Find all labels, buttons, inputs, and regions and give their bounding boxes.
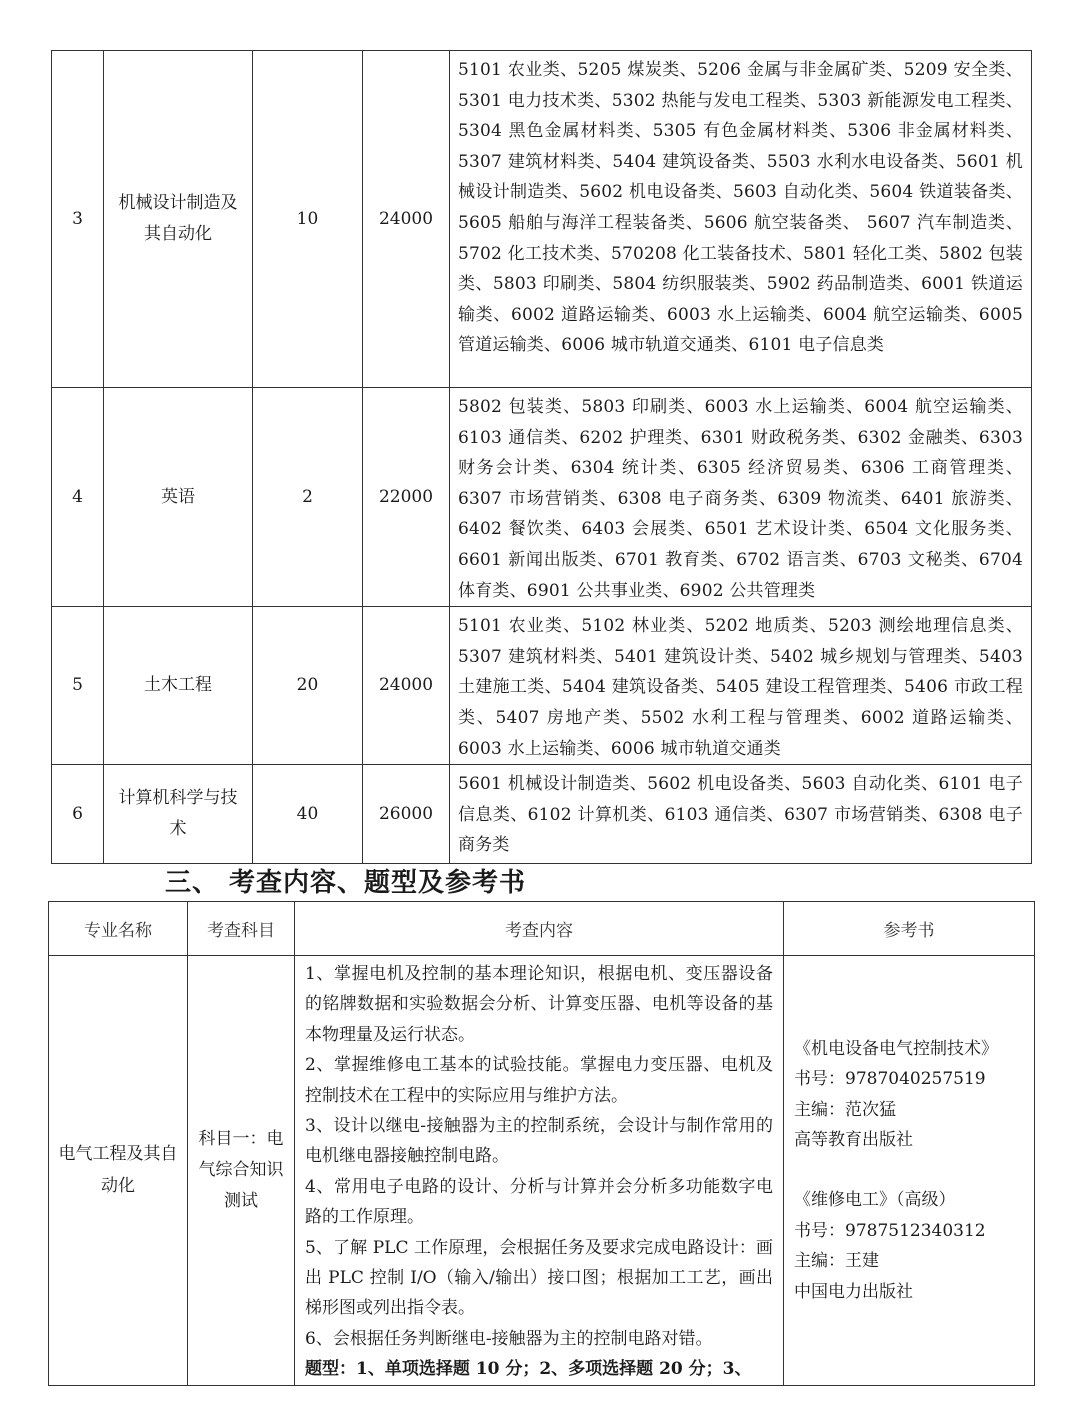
enrollment-quota: 40 <box>253 765 363 864</box>
eligible-majors: 5802 包装类、5803 印刷类、6003 水上运输类、6004 航空运输类、6103 通信类、6202 护理类、6301 财政税务类、6302 金融类、6303 财务会计类、6304 统计类、6305 经济贸易类、6306 工商管理类、6307 市场营销类、6308 电子商务类、6309 物流类、6401 旅游类、6402 餐饮类、6403 会展类、6501 艺术设计类、6504 文化服务类、6601 新闻出版类、6701 教育类、6702 语言类、6703 文秘类、6704 体育类、6901 公共事业类、6902 公共管理类 <box>450 388 1032 607</box>
exam-subject: 科目一：电气综合知识测试 <box>188 956 295 1386</box>
table-row <box>49 956 1035 1386</box>
table-row <box>52 607 1032 765</box>
enrollment-quota: 20 <box>253 607 363 765</box>
header-exam-subject: 考查科目 <box>188 902 295 956</box>
question-types: 题型：1、单项选择题 10 分；2、多项选择题 20 分；3、 <box>305 1359 752 1380</box>
enrollment-plan-table <box>51 50 1032 864</box>
content-item: 5、了解 PLC 工作原理，会根据任务及要求完成电路设计：画出 PLC 控制 I/O（输入/输出）接口图；根据加工工艺，画出梯形图或列出指令表。 <box>305 1237 773 1319</box>
content-item: 2、掌握维修电工基本的试验技能。掌握电力变压器、电机及控制技术在工程中的实际应用与维护方法。 <box>305 1055 773 1106</box>
major-name: 机械设计制造及其自动化 <box>104 51 253 388</box>
book-isbn: 书号：9787040257519 <box>794 1069 986 1090</box>
tuition-fee: 24000 <box>363 51 450 388</box>
table-row <box>52 765 1032 864</box>
reference-book <box>794 1185 1024 1307</box>
content-item: 3、设计以继电-接触器为主的控制系统，会设计与制作常用的电机继电器接触控制电路。 <box>305 1116 773 1167</box>
table-row <box>52 51 1032 388</box>
major-name: 计算机科学与技术 <box>104 765 253 864</box>
eligible-majors: 5101 农业类、5102 林业类、5202 地质类、5203 测绘地理信息类、5307 建筑材料类、5401 建筑设计类、5402 城乡规划与管理类、5403 土建施工类、5404 建筑设备类、5405 建设工程管理类、5406 市政工程类、5407 房地产类、5502 水利工程与管理类、6002 道路运输类、6003 水上运输类、6006 城市轨道交通类 <box>450 607 1032 765</box>
book-editor: 主编：王建 <box>794 1251 879 1272</box>
row-number: 4 <box>52 388 104 607</box>
major-name: 电气工程及其自动化 <box>49 956 188 1386</box>
enrollment-quota: 2 <box>253 388 363 607</box>
header-reference-books: 参考书 <box>784 902 1035 956</box>
eligible-majors: 5601 机械设计制造类、5602 机电设备类、5603 自动化类、6101 电子信息类、6102 计算机类、6103 通信类、6307 市场营销类、6308 电子商务类 <box>450 765 1032 864</box>
exam-content <box>295 956 784 1386</box>
row-number: 5 <box>52 607 104 765</box>
header-major-name: 专业名称 <box>49 902 188 956</box>
eligible-majors: 5101 农业类、5205 煤炭类、5206 金属与非金属矿类、5209 安全类、5301 电力技术类、5302 热能与发电工程类、5303 新能源发电工程类、5304 黑色金属材料类、5305 有色金属材料类、5306 非金属材料类、5307 建筑材料类、5404 建筑设备类、5503 水利水电设备类、5601 机械设计制造类、5602 机电设备类、5603 自动化类、5604 铁道装备类、5605 船舶与海洋工程装备类、5606 航空装备类、 5607 汽车制造类、5702 化工技术类、570208 化工装备技术、5801 轻化工类、5802 包装类、5803 印刷类、5804 纺织服装类、5902 药品制造类、6001 铁道运输类、6002 道路运输类、6003 水上运输类、6004 航空运输类、6005 管道运输类、6006 城市轨道交通类、6101 电子信息类 <box>450 51 1032 388</box>
book-publisher: 高等教育出版社 <box>794 1129 913 1150</box>
reference-book <box>794 1034 1024 1156</box>
table-row <box>52 388 1032 607</box>
row-number: 6 <box>52 765 104 864</box>
exam-content-table <box>48 901 1035 1386</box>
tuition-fee: 22000 <box>363 388 450 607</box>
content-item: 6、会根据任务判断继电-接触器为主的控制电路对错。 <box>305 1328 713 1349</box>
content-item: 1、掌握电机及控制的基本理论知识，根据电机、变压器设备的铭牌数据和实验数据会分析、计算变压器、电机等设备的基本物理量及运行状态。 <box>305 964 773 1045</box>
tuition-fee: 26000 <box>363 765 450 864</box>
book-title: 《维修电工》（高级） <box>794 1190 956 1211</box>
content-item: 4、常用电子电路的设计、分析与计算并会分析多功能数字电路的工作原理。 <box>305 1176 773 1228</box>
row-number: 3 <box>52 51 104 388</box>
book-editor: 主编：范次猛 <box>794 1099 896 1120</box>
book-isbn: 书号：9787512340312 <box>794 1220 986 1241</box>
major-name: 英语 <box>104 388 253 607</box>
enrollment-quota: 10 <box>253 51 363 388</box>
reference-books <box>784 956 1035 1386</box>
book-title: 《机电设备电气控制技术》 <box>794 1038 998 1059</box>
tuition-fee: 24000 <box>363 607 450 765</box>
major-name: 土木工程 <box>104 607 253 765</box>
book-publisher: 中国电力出版社 <box>794 1281 913 1302</box>
header-exam-content: 考查内容 <box>295 902 784 956</box>
header-row <box>49 902 1035 956</box>
section-heading: 三、 考查内容、题型及参考书 <box>165 868 527 898</box>
